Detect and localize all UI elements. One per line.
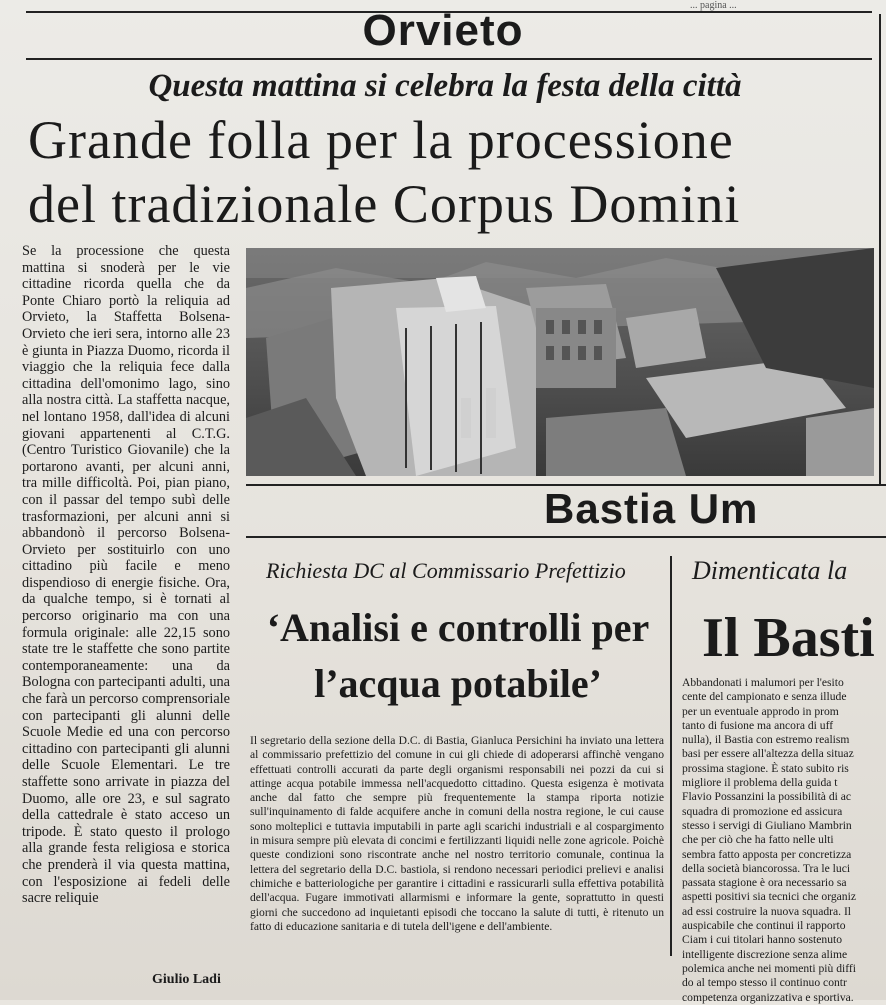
article-left-body: Il segretario della sezione della D.C. di Bastia, Gianluca Persichini ha inviato una lettera al commissario prefettizio del comune in cui gli chiede di adoperarsi affinchè vengano effettuati controlli accurati da parte degli organismi responsabili nei pozzi da cui si attinge acqua potabile immessa nell'acquedotto cittadino. Questa esigenza è motivata anche dal fatto che sempre più frequentemente la stampa riporta notizie sull'inquinamento di falde acquifere anche in comuni della nostra regione, le cui cause sono molteplici e tuttavia imputabili in parte agli scarichi industriali e al cospargimento in misura sempre più elevata di concimi e fertilizzanti liquidi nelle zone agricole. Poichè queste condizioni sono riscontrate anche nel nostro territorio comunale, continua la lettera del segretario della D.C. bastiola, si rendono necessari periodici prelievi e analisi chimiche e batteriologiche per garantire i cittadini e rassicurarli sulla effettiva potabilità dell'acqua. Fugare immotivati allarmismi e informare la gente, soprattutto in questi giorni che succedono ad inquietanti episodi che toccano la salute di tutti, è ritenuto un fatto di educazione sanitaria e di tutela dell'igene e dell'ambiente.	[250, 734, 664, 933]
article-right-line: che per ciò che ha fatto nelle ulti	[682, 833, 834, 847]
article-right-line: tanto di fusione ma ancora di uff	[682, 718, 834, 732]
article-right-line: intelligente discrezione senza alime	[682, 947, 848, 961]
article-right-line: stesso i servigi di Giuliano Mambrin	[682, 818, 852, 832]
article-right-line: aspetti positivi sia tecnici che organiz	[682, 890, 856, 904]
rule-under-bastia	[246, 536, 886, 538]
article-right-line: nulla), il Bastia con estremo realism	[682, 733, 850, 747]
article-right-line: prossima stagione. È stato subito ris	[682, 761, 849, 775]
article-right-line: Flavio Possanzini la possibilità di ac	[682, 790, 852, 804]
section-title-bastia: Bastia Um	[544, 485, 759, 532]
article-right-line: polemica anche nei momenti più diffi	[682, 961, 856, 975]
article-right-line: passata stagione è ora necessario sa	[682, 876, 847, 890]
article-right-line: basi per essere all'altezza della situaz	[682, 747, 854, 761]
cathedral-aerial-photo	[246, 248, 874, 476]
main-headline	[28, 108, 886, 236]
article-right-headline: Il Basti	[702, 607, 875, 669]
article-right-line: della società biancorossa. Tra le luci	[682, 861, 851, 875]
photo-drawing	[246, 248, 874, 476]
article-left-headline: ‘Analisi e controlli per l’acqua potabile’	[266, 605, 650, 706]
section-title-orvieto: Orvieto	[362, 6, 524, 55]
page-top-strip: ... pagina ...	[690, 0, 737, 11]
kicker: Questa mattina si celebra la festa della città	[148, 68, 742, 104]
article-right-line: squadra di promozione ed assicura	[682, 804, 843, 818]
article-left-subhead: Richiesta DC al Commissario Prefettizio	[266, 558, 626, 583]
article-right-line: ad essi costruire la nuova squadra. Il	[682, 904, 852, 918]
main-headline-line1: Grande folla per la processione	[28, 110, 734, 170]
article-right-line: sembra fatto apposta per concretizza	[682, 847, 852, 861]
main-headline-line2: del tradizionale Corpus Domini	[28, 174, 741, 234]
article-right-line: auspicabile che continui il rapporto	[682, 919, 846, 933]
article-right-line: migliore il problema della guida t	[682, 776, 838, 790]
article-right-subhead: Dimenticata la	[692, 556, 848, 585]
byline: Giulio Ladi	[152, 972, 221, 987]
article-right-body	[682, 676, 886, 1005]
article-right-line: per un eventuale approdo in prom	[682, 704, 839, 718]
rule-under-section	[26, 58, 872, 60]
article-right-line: Ciam i cui titolari hanno sostenuto	[682, 933, 843, 947]
article-right-line: competenza organizzativa e sportiva.	[682, 990, 854, 1004]
article-right-line: Abbandonati i malumori per l'esito	[682, 676, 844, 689]
article-right-line: do al tempo stesso il continuo contr	[682, 976, 847, 990]
column-rule-bastia	[670, 556, 672, 956]
main-article-body: Se la processione che questa mattina si snoderà per le vie cittadine ricorda quella che da Ponte Chiaro portò la reliquia ad Orvieto, la Staffetta Bolsena-Orvieto che ieri sera, intorno alle 23 è giunta in Piazza Duomo, ricorda il viaggio che la reliquia fece dalla cittadina dell'omonimo lago, sino alla nostra città. La staffetta nacque, nel lontano 1958, dall'idea di alcuni giovani appartenenti al C.T.G. (Centro Turistico Giovanile) che la portarono avanti, per alcuni anni, tra mille difficoltà. Poi, pian piano, con il passar del tempo subì delle trasformazioni, per alcuni anni si abbandonò il percorso Bolsena-Orvieto per sostituirlo con uno cittadino più facile e meno dispendioso di energie fisiche. Ora, da qualche tempo, si è tornati al percorso originario ma con una formula originale: alle 22,15 sono state tre le staffette che sono partite contemporaneamente: una da Bologna con partecipanti adulti, una che farà un percorso comprensoriale con partecipanti gli alunni delle Scuole Medie ed una con percorso cittadino con partecipanti gli alunni delle Scuole Elementari. Le tre staffette sono arrivate in piazza del Duomo, alle ore 23, e sul sagrato della cattedrale è stato acceso un tripode. È stato questo il prologo alla grande festa religiosa e storica che prenderà il via questa mattina, con l'esposizione ai fedeli delle sacre reliquie	[22, 243, 230, 907]
column-rule-right-edge	[879, 14, 881, 484]
article-right-line: cente del campionato e senza illude	[682, 690, 847, 704]
